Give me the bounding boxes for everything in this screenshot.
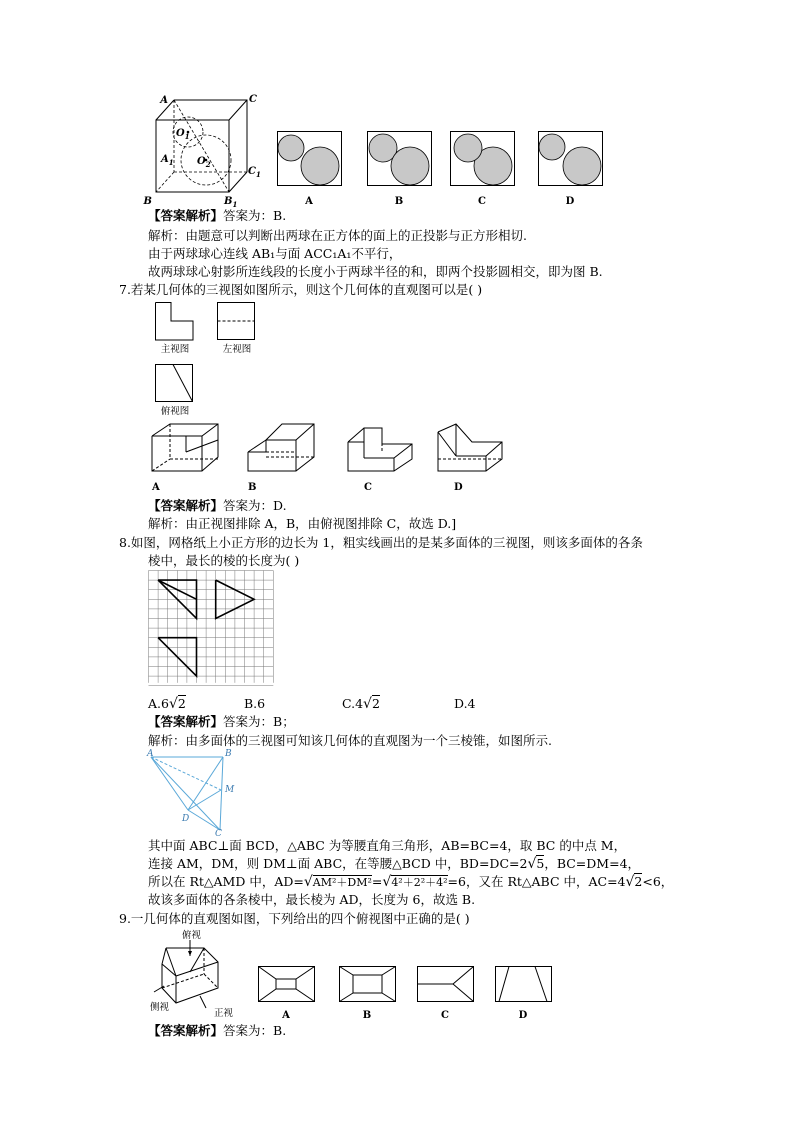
- label-O1: O: [176, 128, 185, 139]
- q8-choice-d: D.4: [454, 696, 476, 711]
- projection-option-a: [277, 131, 343, 209]
- q8-line-3-mid: =: [371, 874, 383, 889]
- q7-option-d-label: D: [454, 482, 463, 493]
- q7-option-b: [246, 422, 318, 494]
- q8-pyramid-figure: [146, 749, 246, 839]
- q8-choice-a-text: A.6: [148, 696, 169, 711]
- pyr-label-A: A: [147, 749, 154, 759]
- q8-choice-b: B.6: [244, 696, 266, 711]
- q8-line-3: 所以在 Rt△AMD 中，AD=√AM²＋DM²=√4²＋2²＋4²=6，又在 Rt△ABC 中，AC=4√2<6，: [148, 874, 674, 890]
- q8-line-2a: 连接 AM，DM，则 DM⊥面 ABC，在等腰△BCD 中，BD=DC=2: [148, 856, 528, 871]
- q6-answer-line: [148, 208, 286, 224]
- q7-option-c-label: C: [364, 482, 372, 493]
- option-b-label: B: [394, 196, 404, 207]
- q8-line-1: 其中面 ABC⊥面 BCD，△ABC 为等腰直角三角形，AB=BC=4，取 BC 的中点 M，: [148, 838, 627, 853]
- q9-solid-figure: [146, 928, 254, 1020]
- label-O1-sub: 1: [184, 132, 190, 141]
- projection-option-d: [538, 131, 604, 209]
- q8-answer: 答案为：B；: [223, 714, 295, 729]
- cube-spheres-figure: [143, 92, 273, 209]
- q7-top-view-label: 俯视图: [160, 406, 190, 417]
- label-B: B: [143, 196, 152, 207]
- q8-line-2: 连接 AM，DM，则 DM⊥面 ABC，在等腰△BCD 中，BD=DC=2√5，BC=DM=4，: [148, 856, 641, 872]
- q8-choice-a-radicand: 2: [177, 696, 186, 711]
- q9-option-d: [495, 966, 555, 1022]
- q8-line-3a: 所以在 Rt△AMD 中，AD=: [148, 874, 304, 889]
- q8-line-3-rad1: AM²＋DM²: [312, 876, 372, 889]
- label-C1: C: [248, 166, 256, 177]
- pyr-label-B: B: [225, 749, 232, 759]
- q6-answer-tag: 【答案解析】: [148, 208, 224, 223]
- q9-answer-tag: 【答案解析】: [148, 1023, 224, 1038]
- q9-option-b: [339, 966, 399, 1022]
- q7-left-view: [217, 302, 259, 358]
- q8-stem-2: 棱中，最长的棱的长度为( ): [148, 553, 300, 568]
- q9-option-d-label: D: [518, 1010, 528, 1021]
- q7-answer-line: [148, 498, 287, 514]
- q8-line-2b: ，BC=DM=4，: [544, 856, 641, 871]
- q7-option-a-label: A: [152, 482, 160, 493]
- option-c-label: C: [478, 196, 486, 207]
- label-A1: A: [161, 154, 169, 165]
- q7-option-d: [436, 422, 508, 494]
- label-O2: O: [197, 156, 206, 167]
- q7-stem: 7.若某几何体的三视图如图所示，则这个几何体的直观图可以是( ): [119, 282, 483, 297]
- q9-option-c: [417, 966, 477, 1022]
- label-B1: B: [224, 196, 233, 207]
- label-C1-sub: 1: [255, 170, 261, 179]
- q9-label-front: 正视: [214, 1008, 234, 1019]
- option-d-label: D: [565, 196, 575, 207]
- label-A1-sub: 1: [168, 158, 174, 167]
- svg-text:A1: [160, 154, 174, 167]
- svg-text:C1: [248, 166, 261, 179]
- label-B1-sub: 1: [232, 200, 238, 209]
- q8-line-3-rad2: 4²＋2²＋4²: [391, 876, 448, 889]
- q8-line-2-radicand: 5: [536, 856, 545, 871]
- q9-option-b-label: B: [362, 1010, 372, 1021]
- q9-answer-line: [148, 1023, 286, 1039]
- label-C: C: [249, 94, 257, 105]
- q8-stem-1: 8.如图，网格纸上小正方形的边长为 1，粗实线画出的是某多面体的三视图，则该多面体的各条: [119, 535, 643, 550]
- q8-line-3-rad3: 2: [634, 874, 643, 889]
- q9-option-c-label: C: [441, 1010, 449, 1021]
- label-A: A: [160, 95, 168, 106]
- q9-option-a: [258, 966, 318, 1022]
- svg-text:O1: [176, 128, 190, 141]
- q9-stem: 9.一几何体的直观图如图，下列给出的四个俯视图中正确的是( ): [119, 911, 470, 926]
- q7-option-b-label: B: [248, 482, 257, 493]
- q6-analysis-1: 解析：由题意可以判断出两球在正方体的面上的正投影与正方形相切.: [148, 228, 527, 243]
- projection-option-c: [450, 131, 516, 209]
- q6-analysis-2: 由于两球球心连线 AB₁与面 ACC₁A₁不平行，: [148, 246, 402, 261]
- q8-analysis: 解析：由多面体的三视图可知该几何体的直观图为一个三棱锥，如图所示.: [148, 733, 552, 748]
- q6-answer: 答案为：B.: [223, 208, 287, 223]
- q8-choice-a: A.6√2: [148, 696, 186, 712]
- q8-line-3b: =6，又在 Rt△ABC 中，AC=4: [447, 874, 626, 889]
- projection-option-b: [367, 131, 433, 209]
- q8-choice-c: C.4√2: [342, 696, 380, 712]
- label-O2-sub: 2: [205, 160, 211, 169]
- pyr-label-C: C: [215, 829, 222, 839]
- q7-top-view: [155, 364, 197, 420]
- option-a-label: A: [305, 196, 313, 207]
- q9-option-a-label: A: [282, 1010, 290, 1021]
- q7-left-view-label: 左视图: [222, 344, 252, 355]
- q8-answer-tag: 【答案解析】: [148, 714, 224, 729]
- q7-front-view-label: 主视图: [160, 344, 190, 355]
- q7-option-c: [346, 422, 418, 494]
- q7-answer-tag: 【答案解析】: [148, 498, 224, 513]
- q9-answer: 答案为：B.: [223, 1023, 287, 1038]
- q8-choice-c-radicand: 2: [371, 696, 380, 711]
- q7-analysis: 解析：由正视图排除 A，B，由俯视图排除 C，故选 D.]: [148, 516, 457, 531]
- q6-analysis-3: 故两球球心射影所连线段的长度小于两球半径的和，即两个投影圆相交，即为图 B.: [148, 264, 603, 279]
- pyr-label-D: D: [182, 814, 190, 824]
- pyr-label-M: M: [225, 785, 235, 795]
- q8-line-4: 故该多面体的各条棱中，最长棱为 AD，长度为 6，故选 B.: [148, 892, 476, 907]
- q9-label-side: 侧视: [150, 1002, 170, 1013]
- q8-line-3c: <6，: [642, 874, 674, 889]
- q8-answer-line: [148, 714, 295, 730]
- q8-choice-c-text: C.4: [342, 696, 364, 711]
- q9-label-top: 俯视: [182, 930, 202, 941]
- q8-grid-views: [148, 570, 276, 690]
- q7-option-a: [150, 422, 222, 494]
- q7-front-view: [155, 302, 197, 358]
- q7-answer: 答案为：D.: [223, 498, 287, 513]
